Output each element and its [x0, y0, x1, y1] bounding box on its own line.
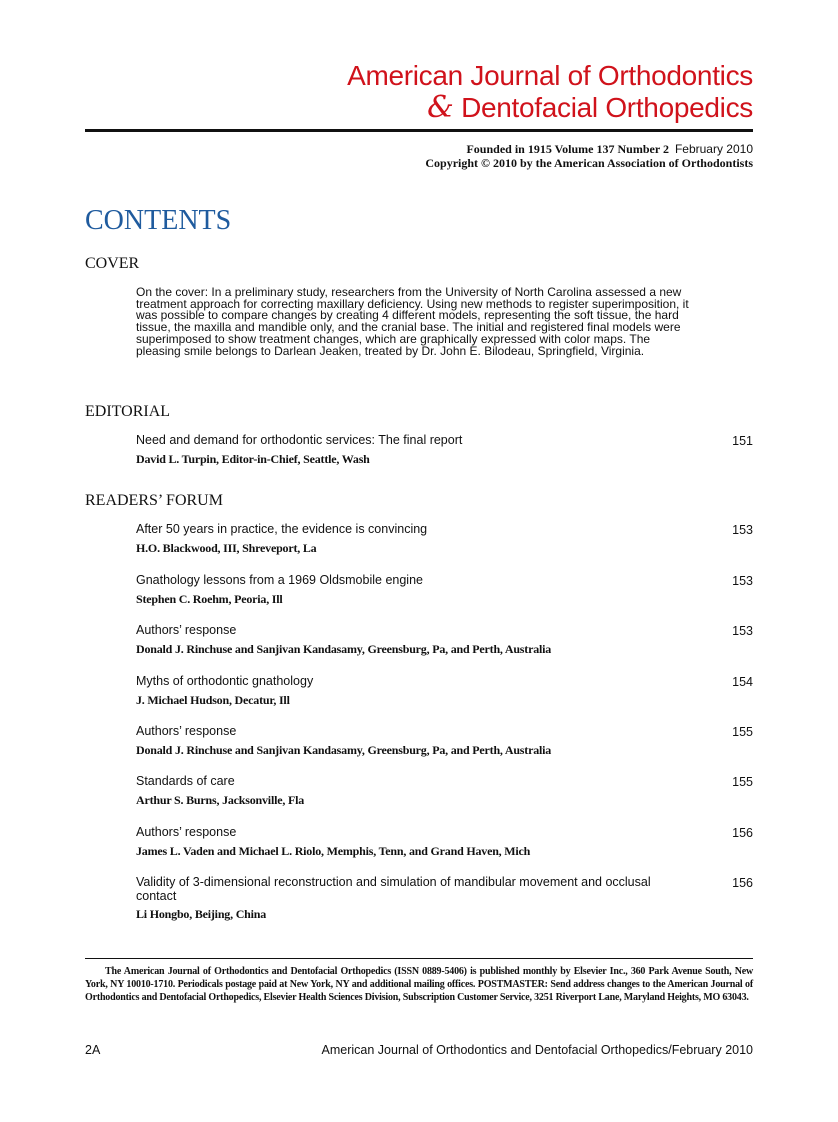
entry-author: J. Michael Hudson, Decatur, Ill [136, 692, 290, 707]
toc-entry[interactable] [136, 725, 753, 758]
header-rule [85, 129, 753, 132]
cover-description: On the cover: In a preliminary study, researchers from the University of North Carolina assessed a new treatment approach for correcting maxillary deficiency. Using new methods to register superimposition, it was possible to compare changes by creating 4 different models, representing the soft tissue, the hard tissue, the maxilla and mandible only, and the cranial base. The initial and registered final models were superimposed to show treatment changes, which are graphically expressed with color maps. The pleasing smile belongs to Darlean Jeaken, treated by Dr. John E. Bilodeau, Springfield, Virginia. [136, 285, 689, 358]
toc-entry[interactable] [136, 876, 753, 922]
toc-entry[interactable] [136, 523, 753, 556]
footnote-rule [85, 958, 753, 959]
entry-title[interactable]: Myths of orthodontic gnathology [136, 674, 314, 688]
entry-title[interactable]: Authors’ response [136, 724, 237, 738]
entry-page: 151 [732, 434, 753, 448]
entry-author: Li Hongbo, Beijing, China [136, 907, 267, 921]
publication-footnote: The American Journal of Orthodontics and Dentofacial Orthopedics (ISSN 0889-5406) is published monthly by Elsevier Inc., 360 Park Avenue South, New York, NY 10010-1710. Periodicals postage paid at New York, NY and additional mailing offices. POSTMASTER: Send address changes to the American Journal of Orthodontics and Dentofacial Orthopedics, Elsevier Health Sciences Division, Subscription Customer Service, 3251 Riverport Lane, Maryland Heights, MO 63043. [85, 966, 753, 1003]
copyright: Copyright © 2010 by the American Association of Orthodontists [425, 156, 753, 170]
entry-page: 156 [732, 826, 753, 840]
entry-page: 153 [732, 523, 753, 537]
section-heading-editorial: EDITORIAL [85, 403, 171, 420]
entry-title[interactable]: Authors’ response [136, 623, 237, 637]
entry-page: 153 [732, 624, 753, 638]
running-footer: American Journal of Orthodontics and Dentofacial Orthopedics/February 2010 [321, 1043, 753, 1057]
page-number: 2A [85, 1043, 101, 1057]
toc-entry[interactable] [136, 675, 753, 708]
entry-author: James L. Vaden and Michael L. Riolo, Memphis, Tenn, and Grand Haven, Mich [136, 843, 531, 858]
entry-title[interactable]: Gnathology lessons from a 1969 Oldsmobile engine [136, 573, 423, 587]
entry-title[interactable]: Authors’ response [136, 825, 237, 839]
toc-entry[interactable] [136, 434, 753, 467]
entry-page: 154 [732, 675, 753, 689]
toc-entry[interactable] [136, 624, 753, 657]
ampersand: & [427, 90, 454, 125]
entry-page: 153 [732, 574, 753, 588]
toc-entry[interactable] [136, 775, 753, 808]
toc-entry[interactable] [136, 826, 753, 859]
entry-title[interactable]: Validity of 3-dimensional reconstruction and simulation of mandibular movement and occlusal contact [136, 875, 651, 903]
journal-title-line2-text: Dentofacial Orthopedics [461, 92, 753, 123]
issue-date: February 2010 [674, 142, 753, 156]
founded-text: Founded in 1915 Volume 137 Number 2 [466, 142, 669, 156]
entry-page: 155 [732, 725, 753, 739]
page-title: CONTENTS [85, 205, 232, 236]
entry-author: Donald J. Rinchuse and Sanjivan Kandasamy, Greensburg, Pa, and Perth, Australia [136, 641, 552, 656]
entry-author: Arthur S. Burns, Jacksonville, Fla [136, 792, 305, 807]
journal-title-line2 [427, 90, 753, 125]
section-heading-readers-forum: READERS’ FORUM [85, 492, 223, 509]
entry-title[interactable]: After 50 years in practice, the evidence is convincing [136, 522, 428, 536]
section-heading-cover: COVER [85, 255, 140, 272]
entry-page: 156 [732, 876, 753, 890]
issue-info [466, 142, 753, 156]
entry-author: Donald J. Rinchuse and Sanjivan Kandasamy, Greensburg, Pa, and Perth, Australia [136, 742, 552, 757]
toc-entry[interactable] [136, 574, 753, 607]
entry-author: Stephen C. Roehm, Peoria, Ill [136, 591, 283, 606]
entry-page: 155 [732, 775, 753, 789]
entry-author: H.O. Blackwood, III, Shreveport, La [136, 540, 317, 555]
entry-author: David L. Turpin, Editor-in-Chief, Seattle, Wash [136, 451, 370, 466]
page-footer [85, 1043, 753, 1057]
entry-title[interactable]: Standards of care [136, 774, 235, 788]
journal-title-line1: American Journal of Orthodontics [347, 60, 753, 91]
entry-title[interactable]: Need and demand for orthodontic services: The final report [136, 433, 463, 447]
